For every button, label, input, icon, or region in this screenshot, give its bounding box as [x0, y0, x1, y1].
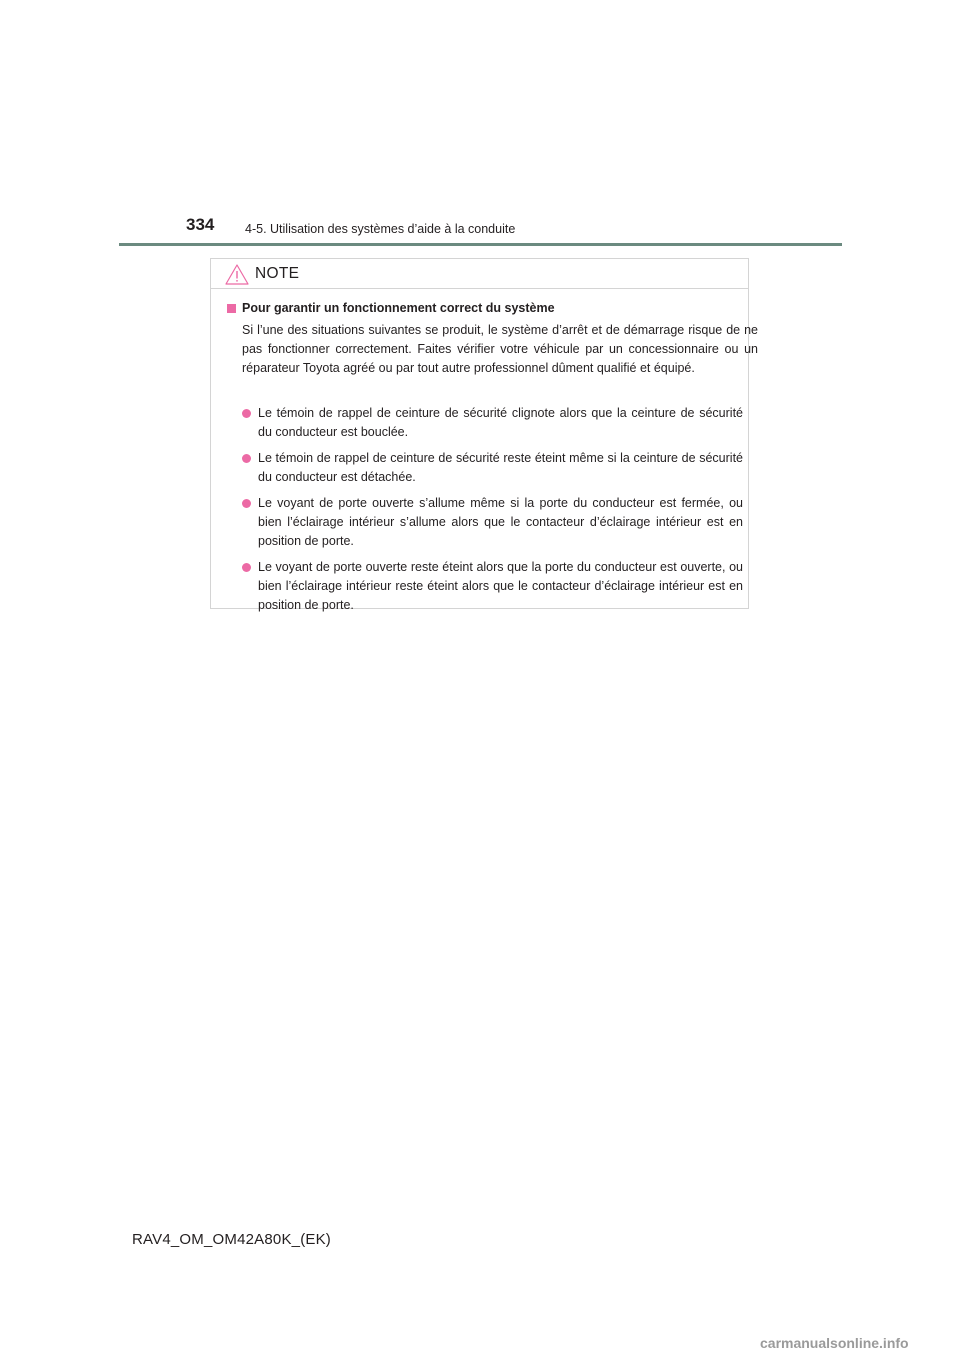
- watermark: carmanualsonline.info: [760, 1335, 909, 1351]
- list-item: [227, 449, 743, 487]
- list-item-text: Le témoin de rappel de ceinture de sécurité clignote alors que la ceinture de sécurité du conducteur est bouclée.: [258, 406, 743, 439]
- note-body: [227, 301, 758, 615]
- square-bullet-icon: [227, 304, 236, 313]
- note-heading-text: Pour garantir un fonctionnement correct du système: [242, 301, 555, 315]
- list-item-text: Le voyant de porte ouverte reste éteint alors que la porte du conducteur est ouverte, ou bien l’éclairage intérieur reste éteint alors que le contacteur d’éclairage intérieur est en position de porte.: [258, 560, 743, 612]
- list-item-text: Le voyant de porte ouverte s’allume même si la porte du conducteur est fermée, ou bien l’éclairage intérieur s’allume alors que le contacteur d’éclairage intérieur est en position de porte.: [258, 496, 743, 548]
- list-item: [227, 494, 743, 551]
- document-code: RAV4_OM_OM42A80K_(EK): [132, 1231, 332, 1248]
- note-heading: [227, 301, 743, 321]
- list-item: [227, 404, 743, 442]
- bullet-dot-icon: [242, 454, 251, 463]
- list-item-text: Le témoin de rappel de ceinture de sécurité reste éteint même si la ceinture de sécurité du conducteur est détachée.: [258, 451, 743, 484]
- bullet-dot-icon: [242, 563, 251, 572]
- bullet-dot-icon: [242, 409, 251, 418]
- note-box: [210, 258, 758, 612]
- warning-triangle-icon: [225, 264, 249, 285]
- note-title: NOTE: [255, 265, 300, 282]
- list-item: [227, 558, 743, 615]
- header-rule: [119, 243, 842, 246]
- bullet-dot-icon: [242, 499, 251, 508]
- note-intro: Si l’une des situations suivantes se produit, le système d’arrêt et de démarrage risque de ne pas fonctionner correctement. Faites vérifier votre véhicule par un concessionnaire ou un réparateur Toyota agréé ou par tout autre professionnel dûment qualifié et équipé.: [242, 323, 758, 375]
- section-title: 4-5. Utilisation des systèmes d’aide à la conduite: [245, 222, 516, 236]
- note-header: [211, 259, 748, 289]
- page-number: 334: [186, 215, 215, 234]
